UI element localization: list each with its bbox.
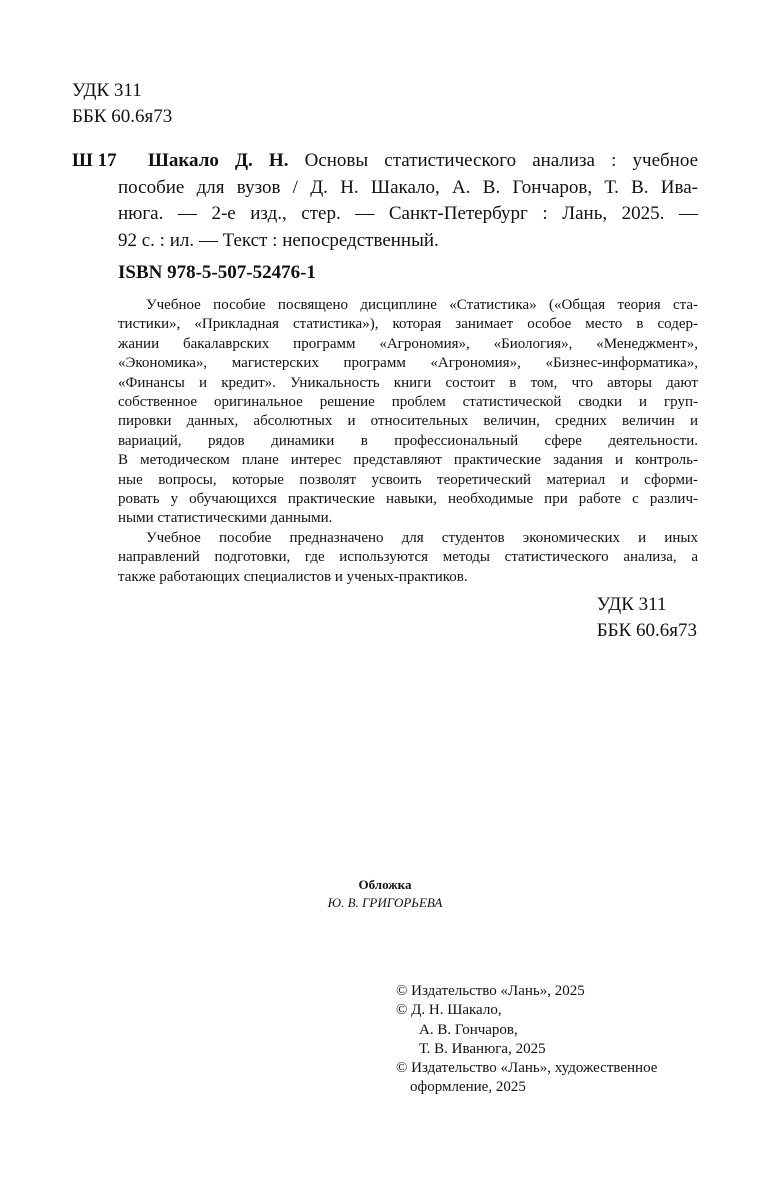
copyright-line: Т. В. Иванюга, 2025 <box>419 1040 546 1057</box>
biblio-title: Основы статистического анализа : учебное <box>304 150 699 171</box>
annotation-line: также работающих специалистов и ученых-практиков. <box>118 568 468 585</box>
annotation-line: направлений подготовки, где используются методы статистического анализа, а <box>118 549 698 566</box>
classification-bottom <box>597 592 697 644</box>
annotation-line: Учебное пособие посвящено дисциплине «Статистика» («Общая теория ста- <box>146 297 698 313</box>
cover-artist: Ю. В. ГРИГОРЬЕВА <box>327 895 443 910</box>
biblio-line-3: нюга. — 2-е изд., стер. — Санкт-Петербург : Лань, 2025. — <box>118 203 698 224</box>
annotation-line: ные вопросы, которые позволят усвоить теоретический материал и сформи- <box>118 471 698 488</box>
annotation-line: В методическом плане интерес представляют практические задания и контроль- <box>118 452 698 469</box>
copyright-line: © Издательство «Лань», художественное <box>396 1060 658 1077</box>
bibliographic-record <box>118 148 698 254</box>
isbn: ISBN 978-5-507-52476-1 <box>118 262 316 283</box>
annotation-line: тистики», «Прикладная статистика»), которая занимает особое место в содер- <box>118 316 698 333</box>
biblio-line-1 <box>118 148 698 175</box>
annotation-line: ровать у обучающихся практические навыки, необходимые при работе с различ- <box>118 491 698 508</box>
bbk-code: ББК 60.6я73 <box>596 620 697 641</box>
annotation-line: Учебное пособие предназначено для студентов экономических и иных <box>146 529 698 546</box>
annotation <box>118 296 698 587</box>
biblio-line-2: пособие для вузов / Д. Н. Шакало, А. В. Гончаров, Т. В. Ива- <box>118 176 698 198</box>
copyright-block <box>396 982 657 1098</box>
cover-label: Обложка <box>358 877 412 892</box>
classification-top <box>72 78 172 130</box>
annotation-line: вариаций, рядов динамики в профессиональный сфере деятельности. <box>118 432 698 449</box>
cover-credit <box>290 876 480 912</box>
udk-code: УДК 311 <box>72 80 142 101</box>
annotation-line: жании бакалаврских программ «Агрономия», «Биология», «Менеджмент», <box>118 335 698 352</box>
bbk-code: ББК 60.6я73 <box>72 106 173 127</box>
copyright-line: © Д. Н. Шакало, <box>396 1002 502 1019</box>
annotation-line: пировки данных, абсолютных и относительных величин, средних величин и <box>118 413 698 430</box>
biblio-line-4: 92 с. : ил. — Текст : непосредственный. <box>118 229 439 251</box>
copyright-line: © Издательство «Лань», 2025 <box>396 983 585 999</box>
annotation-line: «Экономика», магистерских программ «Агрономия», «Бизнес-информатика», <box>118 355 698 372</box>
annotation-line: ными статистическими данными. <box>118 510 333 527</box>
copyright-line: А. В. Гончаров, <box>419 1021 518 1038</box>
author-mark: Ш 17 <box>72 150 117 171</box>
annotation-line: собственное оригинальное решение проблем статистической сводки и груп- <box>118 394 698 411</box>
copyright-line: оформление, 2025 <box>410 1079 526 1096</box>
biblio-author: Шакало Д. Н. <box>148 150 289 171</box>
annotation-line: «Финансы и кредит». Уникальность книги состоит в том, что авторы дают <box>118 374 698 391</box>
udk-code: УДК 311 <box>596 594 667 615</box>
